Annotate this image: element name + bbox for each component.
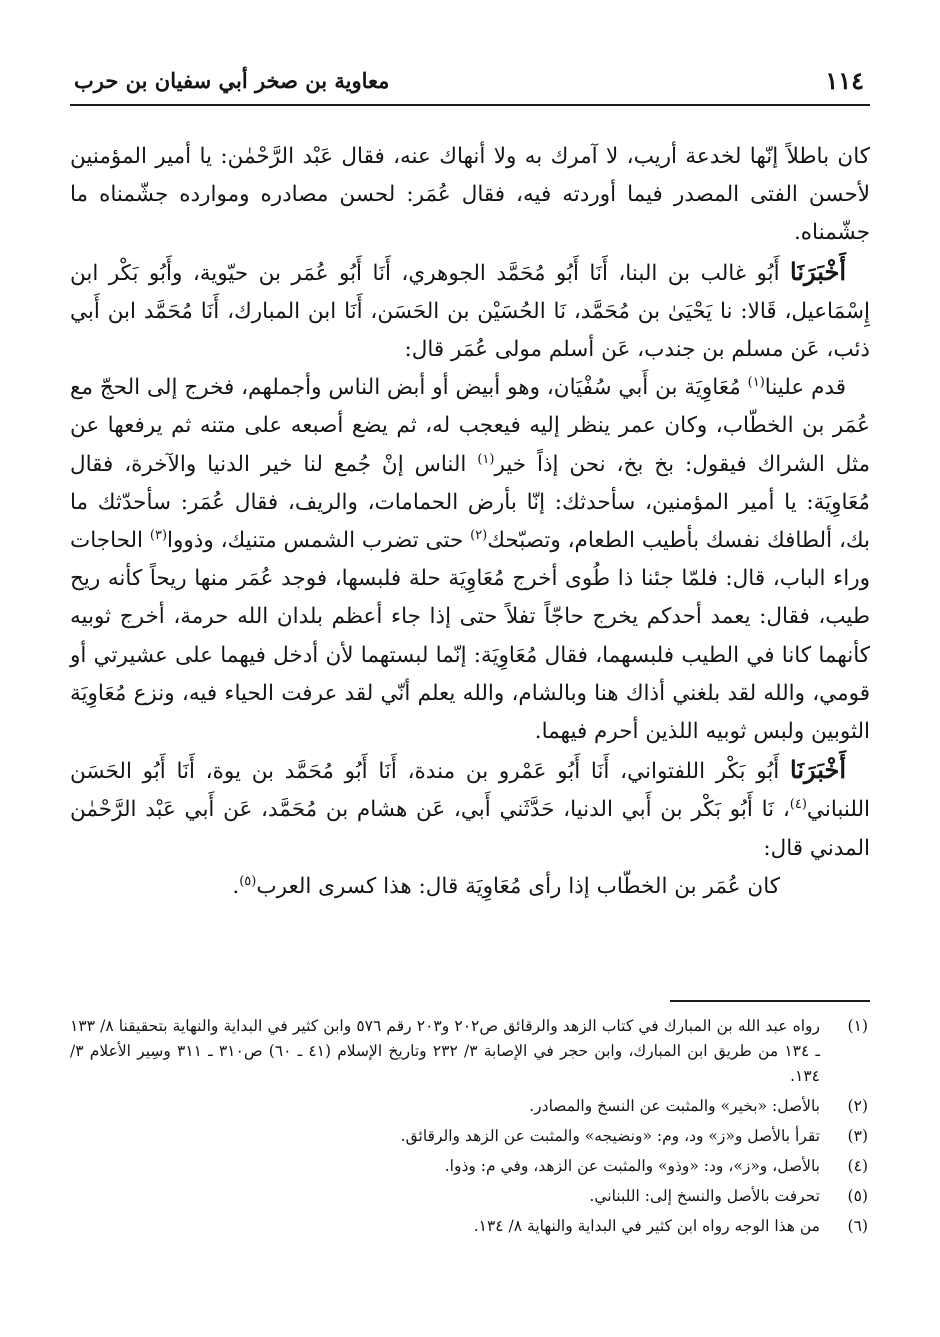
- paragraph-2: [70, 253, 870, 370]
- footnote-ref-2[interactable]: (٢): [470, 527, 488, 543]
- paragraph-4-text-a: أَبُو بَكْر اللفتواني، أَنَا أَبُو عَمْرو بن مندة، أَنَا أَبُو مُحَمَّد بن يوة، أَنَا أَبُو الحَسَن اللنباني: [70, 759, 870, 823]
- paragraph-3-text-a: قدم علينا: [764, 375, 846, 401]
- paragraph-3-text-b: مُعَاوِيَة بن أَبي سُفْيَان، وهو أبيض أو أبض الناس وأجملهم، فخرج إلى الحجّ مع عُمَر بن الخطّاب، وكان عمر ينظر إليه فيعجب له، ثم يضع أصبعه على متنه ثم يرفعها عن مثل الشراك فيقول: بخ بخ، نحن إذاً خير: [70, 375, 870, 477]
- footnote-ref-1[interactable]: (١): [747, 375, 765, 391]
- paragraph-3-text-e: الحاجات وراء الباب، قال: فلمّا جئنا ذا طُوى أخرج مُعَاوِيَة حلة فلبسها، فوجد عُمَر منها ريحاً كأنه ريح طيب، فقال: يعمد أحدكم يخرج حاجّاً تفلاً حتى إذا جاء أعظم بلدان الله حرمة، أخرج ثوبيه كأنهما كانا في الطيب فلبسهما، فقال مُعَاوِيَة: إنّما لبستهما لأن أدخل فيهما على عشيرتي أو قومي، والله لقد بلغني أذاك هنا وبالشام، والله يعلم أنّي لقد عرفت الحياء فيه، ونزع مُعَاوِيَة الثوبين ولبس ثوبيه اللذين أحرم فيهما.: [70, 528, 870, 745]
- footnote-number: (٣): [847, 1127, 868, 1145]
- footnote-text: بالأصل، و«ز»، ود: «وذو» والمثبت عن الزهد، وفي م: وذوا.: [444, 1157, 820, 1175]
- footnotes: [70, 1014, 868, 1244]
- footnote-3: [70, 1124, 868, 1149]
- paragraph-3-text-c: الناس إنْ جُمع لنا خير الدنيا والآخرة، فقال مُعَاوِيَة: يا أمير المؤمنين، سأحدثك: إنّا بأرض الحمامات، والريف، فقال عُمَر: سأحدّثك ما بك، ألطافك نفسك بأطيب الطعام، وتصبّحك: [70, 451, 870, 554]
- footnote-6: [70, 1214, 868, 1239]
- paragraph-5-text-b: .: [232, 873, 240, 899]
- footnote-text: رواه عبد الله بن المبارك في كتاب الزهد والرقائق ص٢٠٢ و٢٠٣ رقم ٥٧٦ وابن كثير في البداية والنهاية بتحقيقنا ٨/ ١٣٣ ـ ١٣٤ من طريق ابن المبارك، وابن حجر في الإصابة ٣/ ٢٣٢ وتاريخ الإسلام (٤١ ـ ٦٠) ص٣١٠ ـ ٣١١ وسِير الأعلام ٣/ ١٣٤.: [70, 1017, 821, 1085]
- paragraph-4: [70, 751, 870, 868]
- paragraph-5: [70, 868, 870, 906]
- footnote-ref-4[interactable]: (٤): [789, 797, 807, 813]
- paragraph-1: كان باطلاً إنّها لخدعة أريب، لا آمرك به ولا أنهاك عنه، فقال عَبْد الرَّحْمٰن: يا أمير المؤمنين لأحسن الفتى المصدر فيما أوردته فيه، فقال عُمَر: لحسن مصادره وموارده جشّمناه ما جشّمناه.: [70, 144, 870, 246]
- footnote-4: [70, 1154, 868, 1179]
- footnote-text: بالأصل: «بخير» والمثبت عن النسخ والمصادر.: [529, 1097, 820, 1115]
- footnote-divider: [670, 1000, 870, 1002]
- footnote-text: تحرفت بالأصل والنسخ إلى: اللبناني.: [589, 1187, 820, 1205]
- footnote-text: تقرأ بالأصل و«ز» ود، وم: «ونضيجه» والمثبت عن الزهد والرقائق.: [400, 1127, 820, 1145]
- footnote-ref-5[interactable]: (٥): [239, 873, 257, 889]
- paragraph-5-text-a: كان عُمَر بن الخطّاب إذا رأى مُعَاوِيَة قال: هذا كسرى العرب: [256, 873, 780, 899]
- footnote-1: [70, 1014, 868, 1089]
- footnote-2: [70, 1094, 868, 1119]
- paragraph-2-text: أَبُو غالب بن البنا، أَنَا أَبُو مُحَمَّد الجوهري، أَنَا أَبُو عُمَر بن حيّوية، وأَبُو بَكْر ابن إِسْمَاعيل، قَالا: نا يَحْيَىٰ بن مُحَمَّد، نَا الحُسَيْن بن الحَسَن، أَنَا ابن المبارك، أَنَا مُحَمَّد ابن أَبي ذئب، عَن مسلم بن جندب، عَن أسلم مولى عُمَر قال:: [70, 260, 870, 363]
- footnote-number: (٤): [847, 1157, 868, 1175]
- footnote-number: (٦): [847, 1217, 868, 1235]
- footnote-5: [70, 1184, 868, 1209]
- footnote-number: (٥): [847, 1187, 868, 1205]
- footnote-ref-3[interactable]: (٣): [149, 527, 168, 543]
- akhbarana-lead: أَخْبَرَنَا: [790, 256, 846, 286]
- main-text: [70, 138, 870, 906]
- running-title: معاوية بن صخر أبي سفيان بن حرب: [74, 68, 390, 93]
- paragraph-4-text-b: ، نَا أَبُو بَكْر بن أَبي الدنيا، حَدَّثَني أَبي، عَن هشام بن مُحَمَّد، عَن أَبي عَبْد الرَّحْمٰن المدني قال:: [70, 797, 870, 861]
- footnote-number: (٢): [847, 1097, 868, 1115]
- page-header: [70, 58, 870, 106]
- footnote-ref-1b[interactable]: (١): [477, 451, 495, 467]
- page-number: ١١٤: [825, 66, 864, 95]
- akhbarana-lead-2: أَخْبَرَنَا: [790, 755, 846, 785]
- paragraph-3-text-d: حتى تضرب الشمس متنيك، وذووا: [167, 528, 471, 554]
- footnote-text: من هذا الوجه رواه ابن كثير في البداية والنهاية ٨/ ١٣٤.: [473, 1217, 820, 1235]
- paragraph-3: [70, 369, 870, 751]
- footnote-number: (١): [847, 1017, 868, 1035]
